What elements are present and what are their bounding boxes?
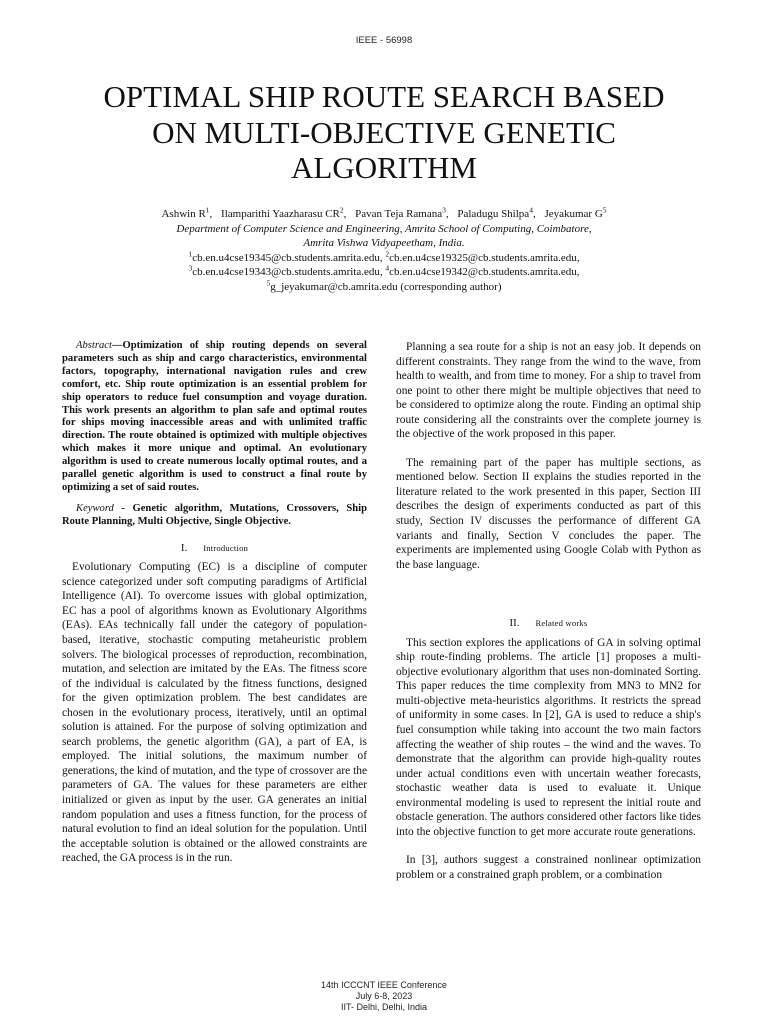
right-column — [396, 340, 701, 883]
author-name: Paladugu Shilpa — [457, 208, 530, 220]
section-title: Introduction — [203, 542, 249, 553]
body-paragraph: This section explores the applications of GA in solving optimal ship route-finding problems. The article [1] proposes a multi-objective evolutionary algorithm that uses non-dominated Sorting. This paper reduces the time complexity from MN3 to MN2 for multi-objective meta-heuristics algorithms. It restricts the spread of uniformity in some cases. In [2], GA is used to reduce a ship's fuel consumption while taking into account the two main factors affecting the weather of ship routes – the wind and the waves. To demonstrate that the algorithm can provide high-quality routes under actual conditions even with uncertain weather forecasts, stochastic weather data is used to evaluate it. Unique environmental modeling is used to represent the initial route and obstacle generation. The authors considered other factors like tides into the objective function to get more accurate route generations. — [396, 636, 701, 838]
footer-location: IIT- Delhi, Delhi, India — [340, 1002, 428, 1013]
email: cb.en.u4cse19345@cb.students.amrita.edu, — [192, 251, 383, 264]
abstract-label: Abstract — [76, 340, 112, 351]
body-paragraph: In [3], authors suggest a constrained nonlinear optimization problem or a constrained graph problem, or a combination — [396, 854, 701, 881]
left-column — [62, 340, 367, 866]
keywords-text: - Genetic algorithm, Mutations, Crossovers, Ship Route Planning, Multi Objective, Single Objective. — [62, 502, 367, 527]
section-heading-introduction: I. Introduction — [180, 541, 249, 554]
keywords-label: Keyword — [76, 502, 114, 514]
affiliation: Amrita Vishwa Vidyapeetham, India. — [303, 237, 465, 250]
abstract — [62, 340, 367, 495]
author-name: Jeyakumar G — [544, 208, 603, 220]
title-line: ON MULTI-OBJECTIVE GENETIC — [152, 114, 616, 150]
section-title: Related works — [535, 618, 588, 629]
author-name: Pavan Teja Ramana — [355, 208, 443, 220]
email: g_jeyakumar@cb.amrita.edu (corresponding author) — [270, 280, 502, 293]
page-footer — [0, 980, 768, 1014]
email-line: $^3$cb.en.u4cse19343@cb.students.amrita.edu, $^4$cb.en.u4cse19342@cb.students.amrita.edu, — [188, 263, 580, 279]
section-heading-related-works: II. Related works — [509, 617, 588, 630]
intro-paragraph: Evolutionary Computing (EC) is a discipline of computer science categorized under soft computing paradigms of Artificial Intelligence (AI). To overcome issues with global optimization, EC has a pool of algorithms known as Evolutionary Algorithms (EAs). EAs technically fall under the category of population-based, iterative, stochastic computing metaheuristic problem solvers. The biological processes of reproduction, recombination, mutation, and selection are imitated by the EAs. The fitness score of the individual is calculated by the fitness functions, designed for the given optimization problem. The best candidates are chosen in the evolutionary process, iteratively, until an optimal solution is attained. For the purpose of solving optimization and search problems, the genetic algorithm (GA), a part of EA, is employed. The initial solutions, the maximum number of generations, the kind of mutation, and the type of crossover are the parameters of GA. The values for these parameters are either initialized or given as input by the user. GA generates an initial random population and uses a fitness function, for the process of natural evolution to find an ideal solution for the population. Until the acceptable solution is obtained or the allowed constraints are reached, the GA process is in the run. — [62, 561, 367, 865]
email-line: $^1$cb.en.u4cse19345@cb.students.amrita.edu, $^2$cb.en.u4cse19325@cb.students.amrita.edu, — [188, 249, 580, 264]
body-paragraph: Planning a sea route for a ship is not an easy job. It depends on different constraints. They range from the wind to the wave, from health to wealth, and from time to money. For a ship to travel from one point to other there might be multiple objectives that need to be considered to optimize along the route. Finding an optimal ship route considering all the constraints over the complete journey is the objective of the work proposed in this paper. — [396, 341, 701, 441]
email: cb.en.u4cse19342@cb.students.amrita.edu, — [389, 266, 580, 279]
email: cb.en.u4cse19325@cb.students.amrita.edu, — [389, 251, 580, 264]
email-line: $^5$g_jeyakumar@cb.amrita.edu (corresponding author) — [266, 278, 502, 293]
author-block — [60, 207, 708, 295]
abstract-text: —Optimization of ship routing depends on several parameters such as ship and cargo characteristics, environmental factors, topography, international navigation rules and crew comfort, etc. Ship route optimization is an essential problem for ship operators to reduce fuel consumption and voyage duration. This work presents an algorithm to plan safe and optimal routes for ships moving inaccessible areas and with unlimited traffic direction. The route obtained is optimized with multiple objectives which makes it more unique and optimal. An evolutionary algorithm is used to create numerous locally optimal routes, and a parallel genetic algorithm is used to construct a final route by optimizing a set of said routes. — [62, 340, 367, 493]
email: cb.en.u4cse19343@cb.students.amrita.edu, — [192, 266, 383, 279]
title-line: ALGORITHM — [291, 150, 477, 185]
footer-conference: 14th ICCCNT IEEE Conference — [321, 980, 447, 990]
conference-id: IEEE - 56998 — [355, 35, 413, 46]
paper-title — [40, 79, 728, 186]
author-name: Ashwin R — [161, 208, 206, 220]
footer-date: July 6-8, 2023 — [355, 991, 413, 1002]
affiliation: Department of Computer Science and Engineering, Amrita School of Computing, Coimbatore, — [176, 222, 592, 235]
author-list: Ashwin $R^1$, Ilamparithi Yaazharasu $CR^2$, Pavan Teja Ramana$^3$, Paladugu Shilpa$^4$, Jeyakumar $G^5$ — [161, 205, 607, 220]
body-paragraph: The remaining part of the paper has multiple sections, as mentioned below. Section II explains the studies reported in the literature related to the work presented in this paper, Section III describes the design of experiments conducted as part of this study, Section IV discusses the performance of different GA variants and finally, Section V concludes the paper. The experiments are implemented using Google Colab with Python as the base language. — [396, 456, 701, 571]
title-line: OPTIMAL SHIP ROUTE SEARCH BASED — [103, 79, 665, 114]
author-name: Ilamparithi Yaazharasu CR — [221, 208, 340, 220]
keywords — [62, 503, 367, 529]
